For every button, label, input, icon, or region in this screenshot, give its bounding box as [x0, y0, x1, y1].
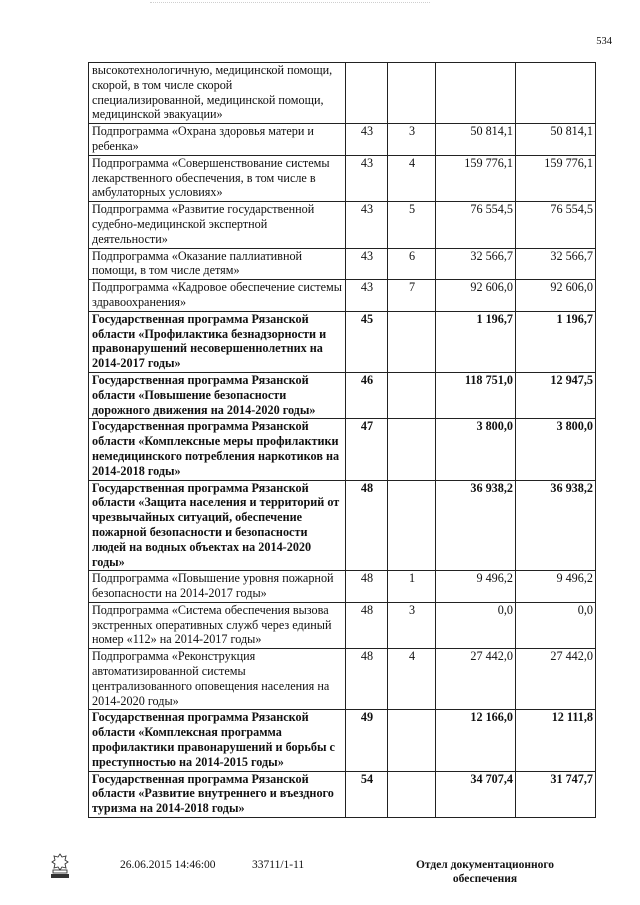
- row-amount-cell: 3 800,0: [516, 419, 596, 480]
- table-row: [89, 248, 596, 280]
- table-row: [89, 372, 596, 418]
- row-amount-cell: 118 751,0: [436, 372, 516, 418]
- row-amount-cell: 32 566,7: [436, 248, 516, 280]
- row-amount-cell: 1 196,7: [516, 311, 596, 372]
- footer-doc-number: 33711/1-11: [252, 859, 305, 871]
- row-program-code-cell: 43: [346, 124, 388, 156]
- row-subprogram-code-cell: 6: [388, 248, 436, 280]
- row-amount-cell: 27 442,0: [516, 649, 596, 710]
- row-program-code-cell: 48: [346, 602, 388, 648]
- table-row: [89, 63, 596, 124]
- row-name-cell: Подпрограмма «Система обеспечения вызова экстренных оперативных служб через единый номер «112» на 2014-2017 годы»: [89, 602, 346, 648]
- row-name-cell: Государственная программа Рязанской области «Развитие внутреннего и въездного туризма на 2014-2018 годы»: [89, 771, 346, 817]
- row-amount-cell: 34 707,4: [436, 771, 516, 817]
- row-program-code-cell: 43: [346, 248, 388, 280]
- budget-table: [88, 62, 596, 818]
- row-amount-cell: 0,0: [516, 602, 596, 648]
- table-row: [89, 710, 596, 771]
- row-amount-cell: 76 554,5: [436, 202, 516, 248]
- row-program-code-cell: 45: [346, 311, 388, 372]
- row-amount-cell: 12 111,8: [516, 710, 596, 771]
- row-amount-cell: 9 496,2: [516, 571, 596, 603]
- row-amount-cell: 36 938,2: [516, 480, 596, 571]
- row-name-cell: Государственная программа Рязанской области «Комплексные меры профилактики немедицинского потребления наркотиков на 2014-2018 годы»: [89, 419, 346, 480]
- row-name-cell: Подпрограмма «Повышение уровня пожарной безопасности на 2014-2017 годы»: [89, 571, 346, 603]
- footer-datetime: 26.06.2015 14:46:00: [120, 859, 216, 871]
- row-name-cell: Подпрограмма «Кадровое обеспечение системы здравоохранения»: [89, 280, 346, 312]
- row-amount-cell: [516, 63, 596, 124]
- table-row: [89, 311, 596, 372]
- row-amount-cell: 159 776,1: [516, 155, 596, 201]
- row-program-code-cell: 48: [346, 571, 388, 603]
- row-subprogram-code-cell: 7: [388, 280, 436, 312]
- row-name-cell: Подпрограмма «Оказание паллиативной помощи, в том числе детям»: [89, 248, 346, 280]
- row-name-cell: Подпрограмма «Охрана здоровья матери и ребенка»: [89, 124, 346, 156]
- row-amount-cell: 12 947,5: [516, 372, 596, 418]
- row-amount-cell: 0,0: [436, 602, 516, 648]
- row-amount-cell: 1 196,7: [436, 311, 516, 372]
- scan-artifact: [150, 2, 430, 9]
- row-subprogram-code-cell: [388, 372, 436, 418]
- row-subprogram-code-cell: [388, 480, 436, 571]
- table-row: [89, 571, 596, 603]
- row-name-cell: высокотехнологичную, медицинской помощи, скорой, в том числе скорой специализированной, медицинской помощи, медицинской эвакуации»: [89, 63, 346, 124]
- row-program-code-cell: 54: [346, 771, 388, 817]
- row-subprogram-code-cell: 3: [388, 602, 436, 648]
- table-row: [89, 280, 596, 312]
- page-number: 534: [596, 36, 612, 47]
- table-row: [89, 602, 596, 648]
- row-program-code-cell: 43: [346, 155, 388, 201]
- row-name-cell: Государственная программа Рязанской области «Защита населения и территорий от чрезвычайных ситуаций, обеспечение пожарной безопасности и безопасности людей на водных объектах на 2014-2020 годы»: [89, 480, 346, 571]
- table-row: [89, 419, 596, 480]
- row-amount-cell: 76 554,5: [516, 202, 596, 248]
- row-subprogram-code-cell: [388, 419, 436, 480]
- row-program-code-cell: 48: [346, 649, 388, 710]
- row-program-code-cell: 46: [346, 372, 388, 418]
- row-program-code-cell: 43: [346, 280, 388, 312]
- row-subprogram-code-cell: [388, 311, 436, 372]
- row-subprogram-code-cell: 3: [388, 124, 436, 156]
- row-amount-cell: 159 776,1: [436, 155, 516, 201]
- row-name-cell: Государственная программа Рязанской области «Профилактика безнадзорности и правонарушений несовершеннолетних на 2014-2017 годы»: [89, 311, 346, 372]
- table-row: [89, 202, 596, 248]
- row-subprogram-code-cell: 5: [388, 202, 436, 248]
- row-amount-cell: 3 800,0: [436, 419, 516, 480]
- table-row: [89, 649, 596, 710]
- row-program-code-cell: 49: [346, 710, 388, 771]
- table-row: [89, 124, 596, 156]
- row-amount-cell: 9 496,2: [436, 571, 516, 603]
- row-name-cell: Государственная программа Рязанской области «Комплексная программа профилактики правонарушений и борьбы с преступностью на 2014-2015 годы»: [89, 710, 346, 771]
- table-row: [89, 480, 596, 571]
- row-amount-cell: 36 938,2: [436, 480, 516, 571]
- row-amount-cell: 50 814,1: [516, 124, 596, 156]
- row-subprogram-code-cell: 4: [388, 649, 436, 710]
- row-amount-cell: 32 566,7: [516, 248, 596, 280]
- table-row: [89, 155, 596, 201]
- row-amount-cell: 92 606,0: [436, 280, 516, 312]
- row-subprogram-code-cell: [388, 710, 436, 771]
- row-subprogram-code-cell: [388, 771, 436, 817]
- footer-department: Отдел документационного обеспечения: [415, 859, 555, 885]
- table-row: [89, 771, 596, 817]
- row-name-cell: Подпрограмма «Развитие государственной судебно-медицинской экспертной деятельности»: [89, 202, 346, 248]
- row-subprogram-code-cell: 1: [388, 571, 436, 603]
- row-amount-cell: 27 442,0: [436, 649, 516, 710]
- row-name-cell: Подпрограмма «Реконструкция автоматизированной системы централизованного оповещения населения на 2014-2020 годы»: [89, 649, 346, 710]
- row-amount-cell: [436, 63, 516, 124]
- row-amount-cell: 12 166,0: [436, 710, 516, 771]
- row-amount-cell: 50 814,1: [436, 124, 516, 156]
- row-program-code-cell: 48: [346, 480, 388, 571]
- row-subprogram-code-cell: 4: [388, 155, 436, 201]
- row-program-code-cell: [346, 63, 388, 124]
- row-program-code-cell: 43: [346, 202, 388, 248]
- row-program-code-cell: 47: [346, 419, 388, 480]
- row-name-cell: Подпрограмма «Совершенствование системы лекарственного обеспечения, в том числе в амбулаторных условиях»: [89, 155, 346, 201]
- row-amount-cell: 92 606,0: [516, 280, 596, 312]
- row-name-cell: Государственная программа Рязанской области «Повышение безопасности дорожного движения на 2014-2020 годы»: [89, 372, 346, 418]
- row-amount-cell: 31 747,7: [516, 771, 596, 817]
- row-subprogram-code-cell: [388, 63, 436, 124]
- coat-of-arms-icon: [50, 853, 70, 879]
